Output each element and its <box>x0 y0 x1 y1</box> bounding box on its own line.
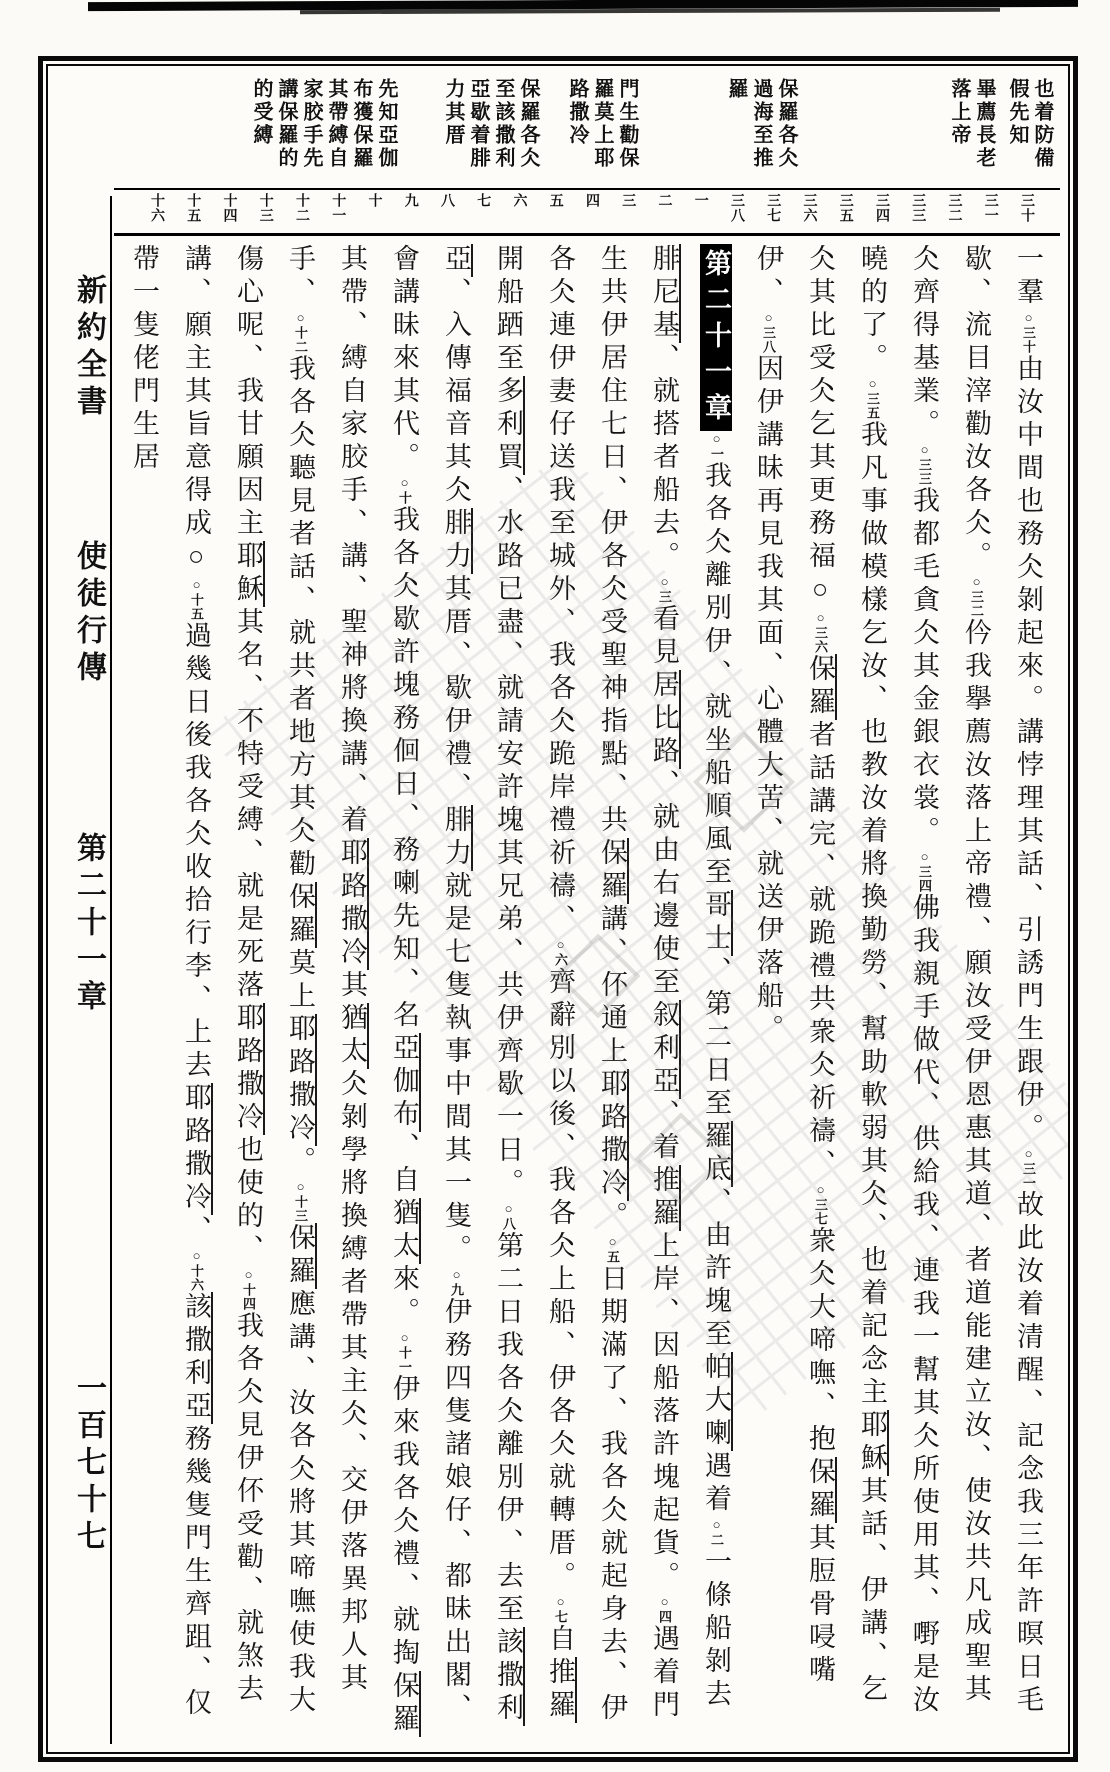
proper-name-mark: 該撒利亞 <box>181 1292 211 1424</box>
verse-marker: ○十一 <box>397 1330 412 1374</box>
verse-marker: ○三十 <box>1021 310 1036 354</box>
header-column: 羅 <box>725 78 747 101</box>
verse-number: 三三 <box>910 193 926 223</box>
proper-name-mark: 腓尼基 <box>649 244 679 343</box>
header-column: 家胶手先 <box>300 78 322 170</box>
page-frame <box>38 56 1078 1762</box>
header-summary-band <box>114 74 1060 190</box>
proper-name-mark: 亞伽布 <box>389 1033 419 1132</box>
verse-marker: ○六 <box>553 937 568 967</box>
verse-number: 三七 <box>765 193 781 223</box>
verse-number: 八 <box>439 193 454 208</box>
verse-number: 十二 <box>294 193 309 223</box>
header-group <box>248 78 398 178</box>
header-column: 布獲保羅 <box>350 78 372 170</box>
verse-number-row <box>114 190 1060 236</box>
proper-name-mark: 耶路撒冷 <box>597 1069 627 1201</box>
verse-marker: ○三 <box>657 574 672 604</box>
verse-marker: ○八 <box>501 1201 516 1231</box>
header-column: 畢薦長老 <box>973 78 995 170</box>
verse-number: 十五 <box>185 193 201 223</box>
verse-number: 三 <box>620 193 636 208</box>
header-column: 先知亞伽 <box>375 78 397 170</box>
proper-name-mark: 耶路撒冷 <box>233 1003 263 1135</box>
verse-marker: ○三三 <box>917 442 932 486</box>
verse-number: 十一 <box>330 193 346 223</box>
verse-marker: ○三二 <box>969 574 984 618</box>
verse-number: 十三 <box>257 193 273 223</box>
verse-number: 十四 <box>221 193 237 223</box>
header-column: 過海至推 <box>750 78 772 170</box>
header-column: 保羅各仌 <box>775 78 797 170</box>
header-group <box>1004 78 1054 178</box>
verse-number: 九 <box>402 193 418 208</box>
proper-name-mark: 該撒利亞 <box>441 244 523 1726</box>
proper-name-mark: 腓力 <box>441 508 471 574</box>
header-column: 講保羅的 <box>275 78 297 170</box>
header-group <box>564 78 639 178</box>
verse-marker: ○十四 <box>241 1267 256 1311</box>
proper-name-mark: 保羅 <box>389 1671 419 1737</box>
page-frame-inner <box>46 64 1070 1754</box>
proper-name-mark: 保羅 <box>285 882 315 948</box>
verse-marker: ○九 <box>449 1267 464 1297</box>
verse-marker: ○十五 <box>189 577 204 621</box>
proper-name-mark: 叙利亞 <box>649 1000 679 1099</box>
sidebar-page-number: 一百七十七 <box>72 1372 105 1557</box>
chapter-title-box: 第二十一章 <box>700 244 732 431</box>
header-column: 其帶縛自 <box>325 78 347 170</box>
verse-number: 五 <box>547 193 563 208</box>
header-column: 保羅各仌 <box>517 78 539 170</box>
verse-marker: ○四 <box>657 1594 672 1624</box>
proper-name-mark: 耶路撒冷 <box>285 1014 315 1146</box>
proper-name-mark: 羅底 <box>701 1121 731 1187</box>
proper-name-mark: 耶穌 <box>233 541 263 607</box>
header-column: 假先知 <box>1006 78 1028 147</box>
verse-number: 三一 <box>982 193 998 223</box>
scripture-body: 一羣○三十由汝中間也務仌剝起來。講悖理其話、引誘門生跟伊。○三一故此汝着清醒、記念我三年許暝日毛歇、流目滓勸汝各仌。○三二仱我擧薦汝落上帝禮、願汝受伊恩惠其道、者道能建立汝、使汝共凡成聖其仌齊得基業。○三三我都毛貪仌其金銀衣裳。○三四佛我親手做代、供給我、連我一幫其仌所使用其、嘢是汝曉的了。○三五我凡事做模樣乞汝、也教汝着將換勤勞、幫助軟弱其仌、也着記念主耶穌其話、伊講、乞仌其比受仌乞其更務福○○三六保羅者話講完、就跪禮共衆仌祈禱、○三七衆仌大啼嘸、抱保羅其脰骨唚嘴伊、○三八因伊講昧再見我其面、心體大苦、就送伊落船。 第二十一章○一我各仌離別伊、就坐船順風至哥士、第二日至羅底、由許塊至帕大喇遇着○二一條船剝去腓尼基、就搭者船去。○三看見居比路、就由右邊使至叙利亞、着推羅上岸、因船落許塊起貨。○四遇着門生共伊居住七日、伊各仌受聖神指點、共保羅講、伓通上耶路撒冷。○五日期滿了、我各仌就起身去、伊各仌連伊妻仔送我至城外、我各仌跪岸禮祈禱、○六齊辭別以後、我各仌上船、伊各仌就轉厝。○七自推羅開船跴至多利買、水路已盡、就請安許塊其兄弟、共伊齊歇一日。○八第二日我各仌離別伊、去至該撒利亞、入傳福音其仌腓力其厝、歇伊禮、腓力就是七隻執事中間其一隻。○九伊務四隻諸娘仔、都昧出閣、會講昧來其代。○十我各仌歇許塊務佪日、務喇先知、名亞伽布、自猶太來。○十一伊來我各仌禮、就掏保羅其帶、縛自家胶手、講、聖神將換講、着耶路撒冷其猶太仌剝學將換縛者帶其主仌、交伊落異邦人其手、○十二我各仌聽見者話、就共者地方其仌勸保羅莫上耶路撒冷。○十三保羅應講、汝各仌將其啼嘸使我大傷心呢、我甘願因主耶穌其名、不特受縛、就是死落耶路撒冷也使的、○十四我各仌見伊伓受勸、就煞去講、願主其旨意得成○○十五過幾日後我各仌收拾行李、上去耶路撒冷、○十六該撒利亞務幾隻門生齊跙、仅帶一隻佬門生居 <box>129 244 1043 1737</box>
header-column: 落上帝 <box>948 78 970 147</box>
proper-name-mark: 猶太 <box>389 1198 419 1264</box>
verse-marker: ○十六 <box>189 1248 204 1292</box>
verse-number: 二 <box>656 193 672 208</box>
verse-marker: ○三六 <box>813 610 828 654</box>
sidebar-section-title: 使徒行傳 <box>72 540 105 688</box>
header-column: 亞歇着腓 <box>467 78 489 170</box>
header-column: 力其厝 <box>442 78 464 147</box>
verse-marker: ○三五 <box>865 376 880 420</box>
proper-name-mark: 腓力 <box>441 805 471 871</box>
proper-name-mark: 耶路撒冷 <box>337 838 367 970</box>
verse-marker: ○五 <box>605 1234 620 1264</box>
verse-marker: ○三四 <box>917 849 932 893</box>
header-column: 也着防備 <box>1031 78 1053 170</box>
verse-marker: ○十 <box>397 475 412 505</box>
page-content <box>48 66 1068 1752</box>
verse-number: 三二 <box>946 193 962 223</box>
verse-marker: ○三七 <box>813 1182 828 1226</box>
verse-marker: ○十二 <box>293 310 308 354</box>
verse-number: 一 <box>692 193 708 208</box>
proper-name-mark: 居比路 <box>649 670 679 769</box>
proper-name-mark: 多利買 <box>493 376 523 475</box>
header-group <box>946 78 996 178</box>
header-column: 門生勸保 <box>616 78 638 170</box>
verse-number: 三四 <box>874 193 889 223</box>
proper-name-mark: 耶路撒冷 <box>181 1083 211 1215</box>
header-column: 的受縛 <box>250 78 272 147</box>
proper-name-mark: 保羅 <box>285 1223 315 1289</box>
verse-number: 十六 <box>149 193 164 223</box>
verse-number: 四 <box>584 193 599 208</box>
verse-marker: ○二 <box>709 1517 724 1547</box>
sidebar-divider <box>110 196 112 1744</box>
sidebar <box>58 196 108 1744</box>
proper-name-mark: 猶太 <box>337 1003 367 1069</box>
verse-marker: ○十三 <box>293 1179 308 1223</box>
verse-number: 三十 <box>1019 193 1034 223</box>
header-column: 羅莫上耶 <box>591 78 613 170</box>
proper-name-mark: 帕大喇 <box>701 1352 731 1451</box>
proper-name-mark: 保羅 <box>597 838 627 904</box>
verse-marker: ○三一 <box>1021 1146 1036 1190</box>
proper-name-mark: 保羅 <box>805 654 835 720</box>
proper-name-mark: 耶穌 <box>857 1410 887 1476</box>
verse-number: 三五 <box>837 193 853 223</box>
header-column: 路撒冷 <box>566 78 588 147</box>
proper-name-mark: 保羅 <box>805 1457 835 1523</box>
verse-marker: ○三八 <box>761 310 776 354</box>
verse-number: 十 <box>366 193 382 208</box>
proper-name-mark: 推羅 <box>545 1657 575 1723</box>
verse-number: 三八 <box>729 193 744 223</box>
sidebar-chapter-title: 第二十一章 <box>72 832 105 1017</box>
verse-number: 六 <box>511 193 527 208</box>
proper-name-mark: 哥士 <box>701 890 731 956</box>
verse-marker: ○一 <box>709 431 724 461</box>
verse-number: 七 <box>475 193 491 208</box>
header-group <box>723 78 798 178</box>
header-group <box>440 78 540 178</box>
sidebar-book-title: 新約全書 <box>72 274 105 422</box>
header-column: 至該撒利 <box>492 78 514 170</box>
verse-marker: ○七 <box>553 1594 568 1624</box>
verse-number: 三六 <box>801 193 817 223</box>
proper-name-mark: 推羅 <box>649 1165 679 1231</box>
